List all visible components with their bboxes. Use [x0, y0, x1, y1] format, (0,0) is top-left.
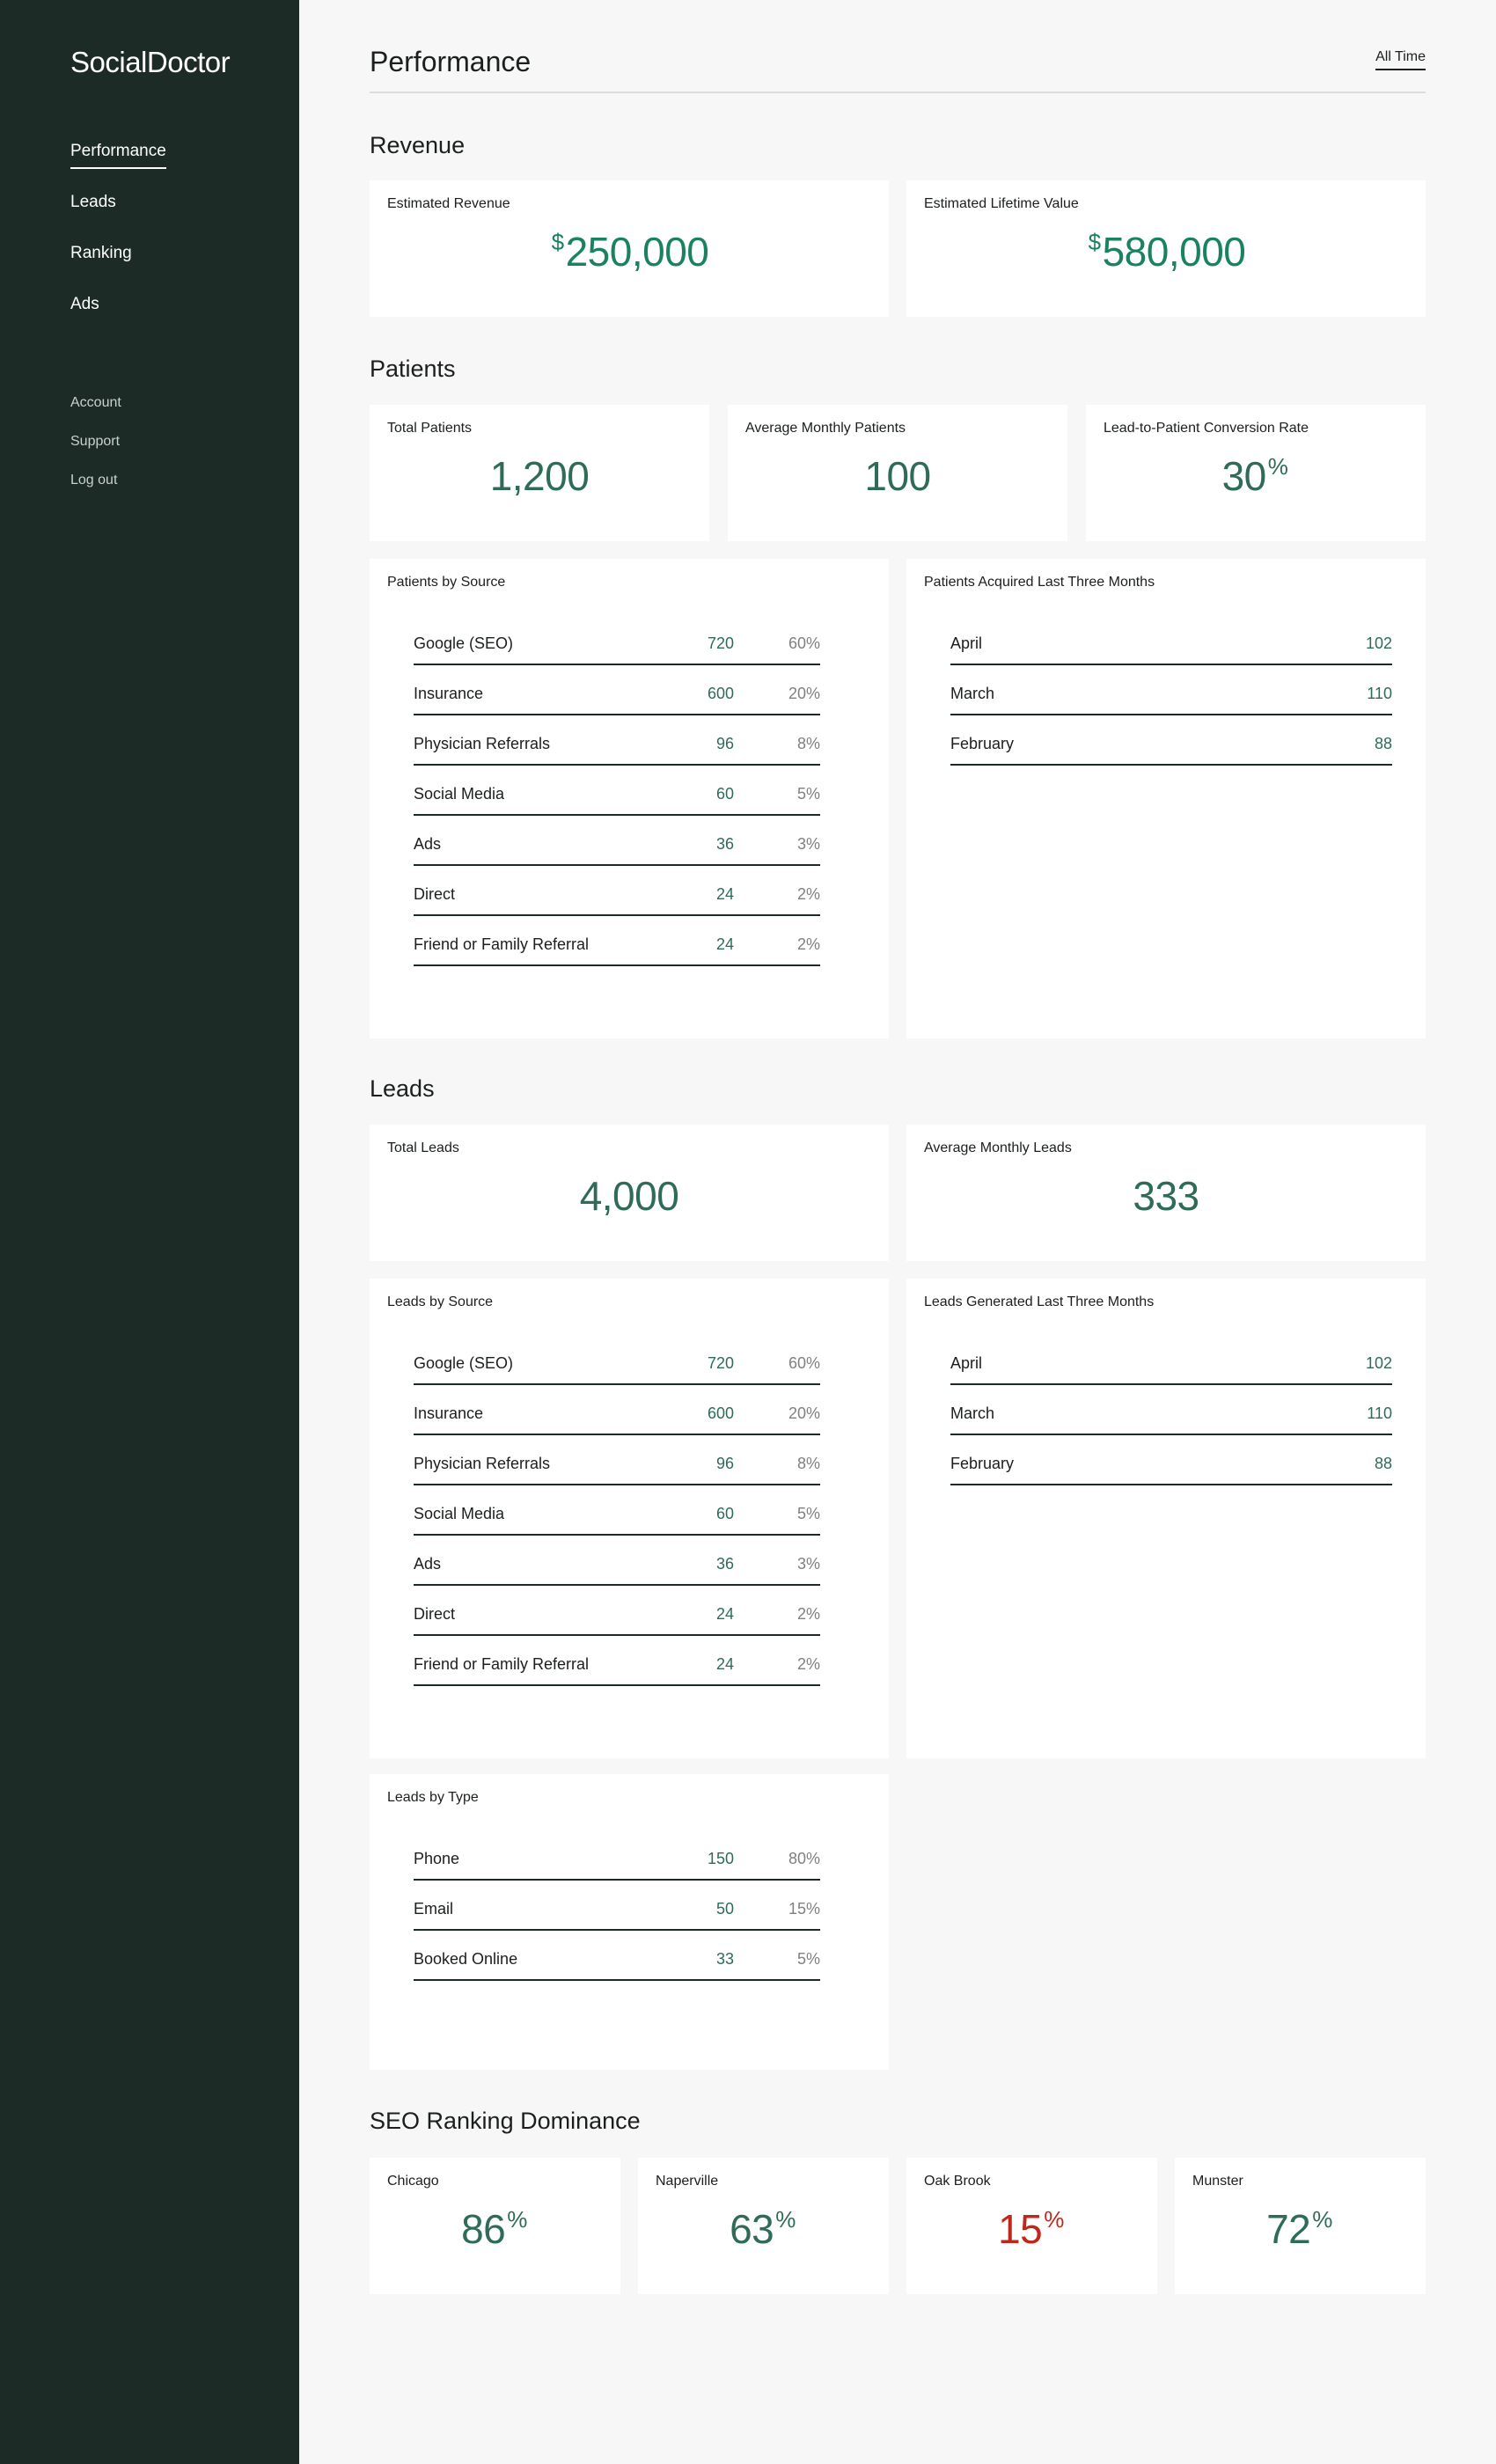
table-row: [950, 665, 1392, 715]
percent-symbol: %: [1312, 2206, 1332, 2233]
row-value: 720: [707, 1354, 734, 1372]
row-name: Direct: [414, 885, 456, 903]
nav-item-label: Performance: [70, 139, 166, 169]
percent-symbol: %: [1044, 2206, 1064, 2233]
seo-city-card-chicago: [370, 2158, 620, 2294]
row-percent: 60%: [788, 634, 820, 652]
row-percent: 8%: [796, 1455, 820, 1472]
row-value: 96: [715, 735, 734, 752]
row-percent: 60%: [788, 1354, 820, 1372]
total-patients-card: [370, 405, 709, 541]
row-value: 96: [715, 1455, 734, 1472]
row-name: Social Media: [414, 1505, 505, 1522]
row-value: 60: [715, 785, 734, 803]
metric-number: 580,000: [1102, 229, 1246, 275]
row-value: 36: [715, 835, 734, 853]
conversion-rate-card: [1086, 405, 1426, 541]
leads-last-three-months-card: [906, 1279, 1426, 1758]
sidebar: [0, 0, 299, 2464]
row-name: March: [950, 1404, 995, 1422]
card-label: Estimated Revenue: [387, 196, 510, 211]
patients-last-three-months-card: [906, 559, 1426, 1038]
row-percent: 2%: [796, 935, 820, 953]
card-label: Total Patients: [387, 421, 473, 436]
card-label: Oak Brook: [924, 2174, 991, 2189]
table-row: [414, 1435, 820, 1485]
row-percent: 15%: [788, 1900, 820, 1918]
metric-number: 250,000: [565, 229, 709, 275]
card-label: Lead-to-Patient Conversion Rate: [1104, 421, 1309, 436]
row-name: Physician Referrals: [414, 1455, 551, 1472]
metric-value: [1175, 2205, 1426, 2253]
metric-value: 100: [864, 453, 931, 499]
row-name: Email: [414, 1900, 454, 1918]
estimated-revenue-card: [370, 180, 889, 317]
metric-value: [370, 228, 889, 275]
table-row: [414, 1536, 820, 1586]
card-label: Leads by Source: [387, 1294, 494, 1309]
row-name: February: [950, 1455, 1015, 1472]
percent-symbol: %: [507, 2206, 527, 2233]
table-row: [414, 1881, 820, 1931]
row-value: 102: [1365, 1354, 1392, 1372]
row-percent: 2%: [796, 1605, 820, 1623]
table-row: [950, 1335, 1392, 1385]
section-title-patients: Patients: [370, 356, 456, 382]
table-row: [414, 1485, 820, 1536]
metric-value: 4,000: [579, 1173, 679, 1219]
row-name: Social Media: [414, 785, 505, 803]
metric-value: [370, 2205, 620, 2253]
card-label: Naperville: [656, 2174, 719, 2189]
row-percent: 2%: [796, 1655, 820, 1673]
avg-monthly-leads-card: [906, 1125, 1426, 1261]
row-value: 600: [707, 685, 734, 702]
secondary-nav: [70, 392, 121, 509]
seo-city-card-munster: [1175, 2158, 1426, 2294]
table-row: [950, 1385, 1392, 1435]
seo-city-card-naperville: [638, 2158, 889, 2294]
metric-value: 333: [1133, 1173, 1199, 1219]
metric-value: 1,200: [489, 453, 590, 499]
percent-symbol: %: [775, 2206, 796, 2233]
row-value: 110: [1367, 1404, 1392, 1422]
time-range-selector[interactable]: All Time: [1375, 49, 1426, 70]
row-percent: 20%: [788, 1404, 820, 1422]
main-nav: [70, 139, 166, 343]
row-value: 88: [1374, 735, 1392, 752]
metric-value: [1086, 452, 1426, 500]
card-label: Leads by Type: [387, 1790, 479, 1805]
metric-number: 63: [730, 2206, 774, 2252]
table-row: [414, 766, 820, 816]
row-value: 33: [715, 1950, 734, 1968]
card-label: Patients Acquired Last Three Months: [924, 575, 1155, 590]
percent-symbol: %: [1267, 453, 1288, 480]
row-value: 110: [1367, 685, 1392, 702]
nav-item-label: Ranking: [70, 244, 132, 262]
leads-last-three-months-table: [950, 1335, 1392, 1485]
row-value: 24: [715, 1605, 734, 1623]
nav-item-account[interactable]: Account: [70, 395, 121, 410]
nav-item-leads[interactable]: [70, 190, 166, 241]
row-percent: 3%: [796, 1555, 820, 1573]
row-name: March: [950, 685, 995, 702]
card-label: Munster: [1192, 2174, 1243, 2189]
table-row: [414, 916, 820, 966]
nav-item-support[interactable]: Support: [70, 434, 121, 449]
row-percent: 8%: [796, 735, 820, 752]
row-name: Ads: [414, 1555, 442, 1573]
row-percent: 3%: [796, 835, 820, 853]
row-name: April: [950, 1354, 983, 1372]
card-label: Chicago: [387, 2174, 439, 2189]
row-percent: 80%: [788, 1850, 820, 1867]
row-percent: 5%: [796, 1505, 820, 1522]
card-label: Estimated Lifetime Value: [924, 196, 1079, 211]
lifetime-value-card: [906, 180, 1426, 317]
row-name: Google (SEO): [414, 1354, 514, 1372]
metric-value: [638, 2205, 889, 2253]
row-percent: 2%: [796, 885, 820, 903]
table-row: [414, 715, 820, 766]
row-name: April: [950, 634, 983, 652]
row-value: 24: [715, 935, 734, 953]
card-label: Total Leads: [387, 1140, 459, 1155]
row-name: Google (SEO): [414, 634, 514, 652]
nav-item-performance[interactable]: [70, 139, 166, 190]
total-leads-card: [370, 1125, 889, 1261]
currency-symbol: $: [1088, 229, 1101, 255]
table-row: [414, 1335, 820, 1385]
row-name: Insurance: [414, 1404, 484, 1422]
table-row: [414, 866, 820, 916]
card-label: Leads Generated Last Three Months: [924, 1294, 1155, 1309]
metric-value: [906, 228, 1426, 275]
metric-number: 30: [1221, 453, 1266, 499]
row-percent: 20%: [788, 685, 820, 702]
table-row: [414, 665, 820, 715]
row-percent: 5%: [796, 1950, 820, 1968]
table-row: [414, 1586, 820, 1636]
page-title: Performance: [370, 46, 532, 77]
nav-item-label: Leads: [70, 193, 116, 211]
row-name: Booked Online: [414, 1950, 518, 1968]
row-name: Insurance: [414, 685, 484, 702]
section-title-leads: Leads: [370, 1075, 435, 1102]
currency-symbol: $: [551, 229, 564, 255]
row-value: 36: [715, 1555, 734, 1573]
row-value: 150: [707, 1850, 734, 1867]
row-name: Ads: [414, 835, 442, 853]
row-value: 24: [715, 1655, 734, 1673]
nav-item-ranking[interactable]: [70, 241, 166, 292]
row-percent: 5%: [796, 785, 820, 803]
row-value: 60: [715, 1505, 734, 1522]
table-row: [950, 715, 1392, 766]
row-name: February: [950, 735, 1015, 752]
card-label: Patients by Source: [387, 575, 506, 590]
card-label: Average Monthly Leads: [924, 1140, 1072, 1155]
metric-number: 72: [1266, 2206, 1311, 2252]
row-value: 50: [715, 1900, 734, 1918]
row-value: 102: [1365, 634, 1392, 652]
section-title-revenue: Revenue: [370, 132, 466, 158]
patients-last-three-months-table: [950, 615, 1392, 766]
nav-item-logout[interactable]: Log out: [70, 473, 118, 488]
row-value: 24: [715, 885, 734, 903]
table-row: [950, 1435, 1392, 1485]
row-name: Friend or Family Referral: [414, 1655, 590, 1673]
row-value: 600: [707, 1404, 734, 1422]
metric-value: [906, 2205, 1157, 2253]
patients-by-source-table: [414, 615, 820, 966]
leads-by-type-card: [370, 1774, 889, 2070]
table-row: [414, 1636, 820, 1686]
brand-logo[interactable]: SocialDoctor: [70, 46, 231, 78]
patients-by-source-card: [370, 559, 889, 1038]
table-row: [414, 816, 820, 866]
leads-by-source-card: [370, 1279, 889, 1758]
section-title-seo: SEO Ranking Dominance: [370, 2108, 641, 2134]
seo-city-card-oak-brook: [906, 2158, 1157, 2294]
leads-by-source-table: [414, 1335, 820, 1686]
table-row: [414, 615, 820, 665]
leads-by-type-table: [414, 1830, 820, 1981]
table-row: [950, 615, 1392, 665]
avg-monthly-patients-card: [728, 405, 1067, 541]
page-header: [370, 46, 1426, 93]
metric-number: 86: [461, 2206, 506, 2252]
metric-number: 15: [998, 2206, 1043, 2252]
row-name: Friend or Family Referral: [414, 935, 590, 953]
table-row: [414, 1385, 820, 1435]
table-row: [414, 1931, 820, 1981]
card-label: Average Monthly Patients: [745, 421, 906, 436]
row-value: 88: [1374, 1455, 1392, 1472]
row-name: Direct: [414, 1605, 456, 1623]
row-name: Phone: [414, 1850, 460, 1867]
nav-item-label: Ads: [70, 295, 99, 313]
table-row: [414, 1830, 820, 1881]
row-name: Physician Referrals: [414, 735, 551, 752]
nav-item-ads[interactable]: [70, 292, 166, 343]
row-value: 720: [707, 634, 734, 652]
